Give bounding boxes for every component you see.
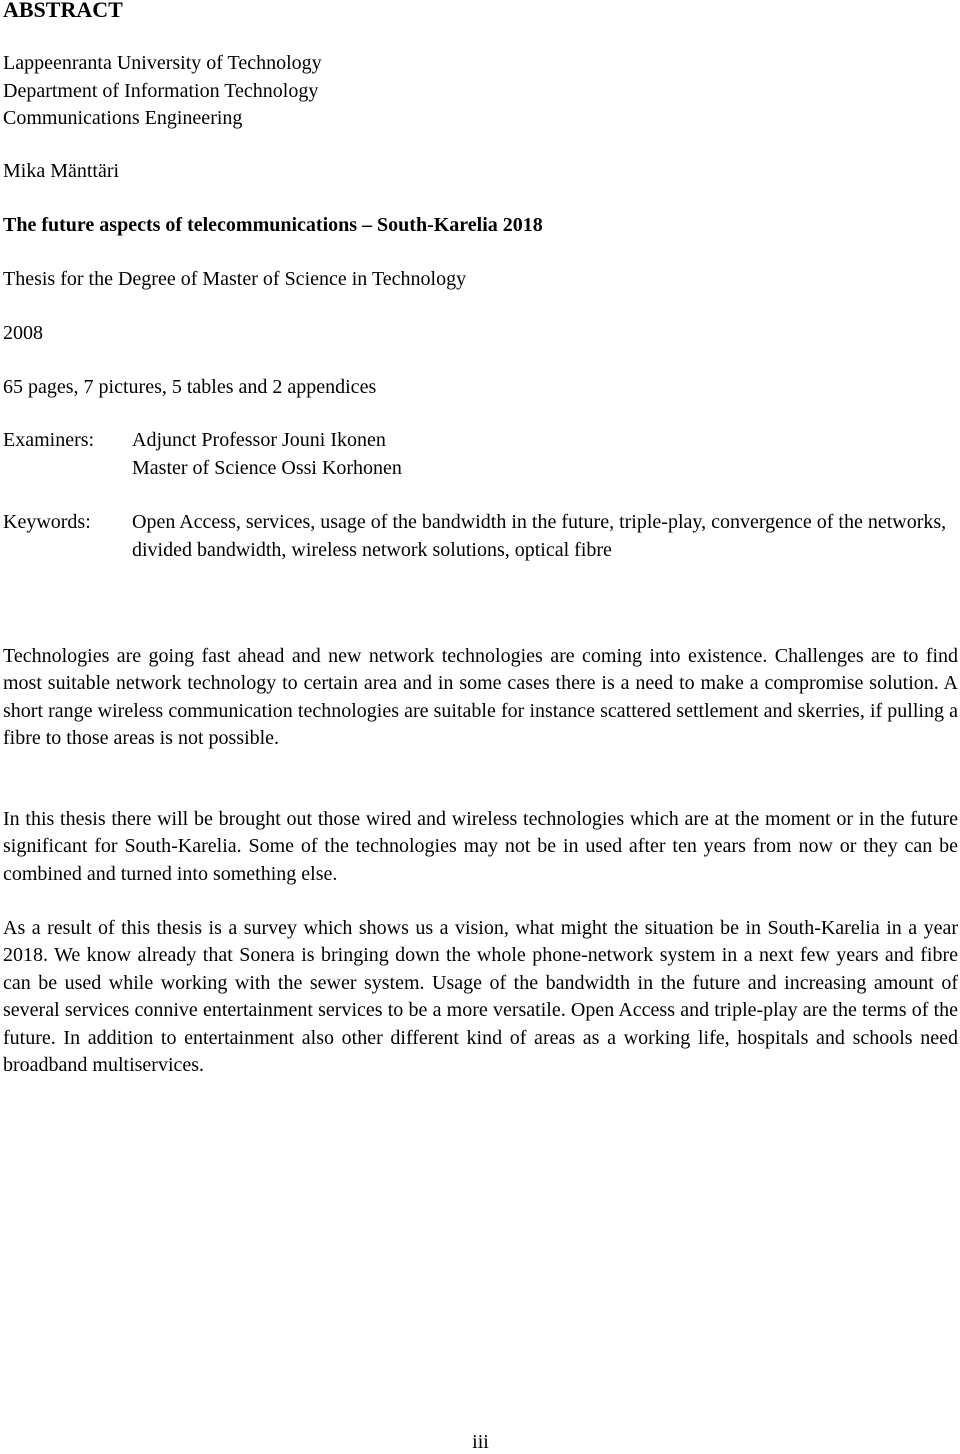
abstract-paragraph: As a result of this thesis is a survey which shows us a vision, what might the situation be in South-Karelia in a year 2018. We know already that Sonera is bringing down the whole phone-network system in a next few years and fibre can be used while working with the sewer system. Usage of the bandwidth in the future and increasing amount of several services connive entertainment services to be a more versatile. Open Access and triple-play are the terms of the future. In addition to entertainment also other different kind of areas as a working life, hospitals and schools need broadband multiservices. bbox=[3, 917, 958, 1077]
page-number: iii bbox=[472, 1431, 489, 1453]
year-line: 2008 bbox=[3, 322, 43, 344]
examiner-name: Master of Science Ossi Korhonen bbox=[132, 456, 402, 479]
abstract-heading: ABSTRACT bbox=[3, 0, 123, 22]
department-name: Department of Information Technology bbox=[3, 79, 319, 102]
thesis-title: The future aspects of telecommunications – South-Karelia 2018 bbox=[3, 214, 543, 236]
keywords-text: Open Access, services, usage of the bandwidth in the future, triple-play, convergence of the networks, divided bandwidth, wireless network solutions, optical fibre bbox=[132, 511, 947, 561]
programme-name: Communications Engineering bbox=[3, 107, 243, 129]
degree-line: Thesis for the Degree of Master of Science in Technology bbox=[3, 268, 467, 290]
extent-line: 65 pages, 7 pictures, 5 tables and 2 appendices bbox=[3, 376, 377, 398]
abstract-paragraph: In this thesis there will be brought out those wired and wireless technologies which are at the moment or in the future significant for South-Karelia. Some of the technologies may not be in used after ten years from now or they can be combined and turned into something else. bbox=[3, 808, 958, 885]
institution-block bbox=[3, 50, 958, 133]
examiners-label: Examiners: bbox=[3, 429, 95, 451]
examiner-name: Adjunct Professor Jouni Ikonen bbox=[132, 429, 386, 451]
keywords-label: Keywords: bbox=[3, 511, 91, 533]
abstract-paragraph: Technologies are going fast ahead and new network technologies are coming into existence. Challenges are to find most suitable network technology to certain area and in some cases there is a need to make a compromise solution. A short range wireless communication technologies are suitable for instance scattered settlement and skerries, if pulling a fibre to those areas is not possible. bbox=[3, 645, 958, 750]
examiners-list bbox=[132, 427, 958, 482]
author-name: Mika Mänttäri bbox=[3, 160, 120, 182]
university-name: Lappeenranta University of Technology bbox=[3, 52, 322, 74]
